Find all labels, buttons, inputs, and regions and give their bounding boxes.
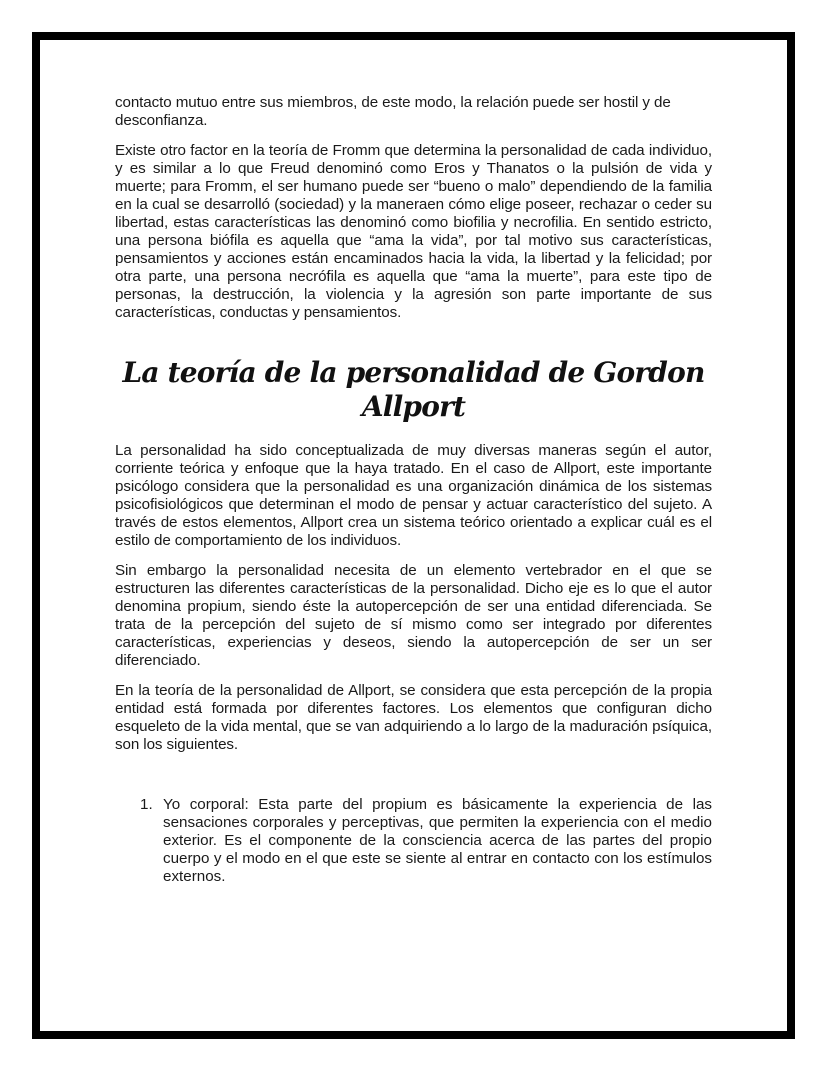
- paragraph-propium-factors: En la teoría de la personalidad de Allport, se considera que esta percepción de la propia entidad está formada por diferentes factores. Los elementos que configuran dicho esqueleto de la vida mental, que se van adquiriendo a lo largo de la maduración psíquica, son los siguientes.: [115, 682, 712, 753]
- propium-factors-list: [115, 796, 712, 886]
- paragraph-propium: Sin embargo la personalidad necesita de un elemento vertebrador en el que se estructuren las diferentes características de la personalidad. Dicho eje es lo que el autor denomina propium, siendo éste la autopercepción de ser una entidad diferenciada. Se trata de la percepción del sujeto de sí mismo como ser integrado por diferentes características, experiencias y deseos, siendo la autopercepción de ser un ser diferenciado.: [115, 562, 712, 669]
- list-item-number: 1.: [140, 796, 153, 813]
- paragraph-allport-personality-definition: La personalidad ha sido conceptualizada de muy diversas maneras según el autor, corriente teórica y enfoque que la haya tratado. En el caso de Allport, este importante psicólogo considera que la personalidad es una organización dinámica de los sistemas psicofisiológicos que determinan el modo de pensar y actuar característico del sujeto. A través de estos elementos, Allport crea un sistema teórico orientado a explicar cuál es el estilo de comportamiento de los individuos.: [115, 442, 712, 549]
- document-body: [115, 94, 712, 886]
- paragraph-fromm-biofilia-necrofilia: Existe otro factor en la teoría de Fromm que determina la personalidad de cada individuo, y es similar a lo que Freud denominó como Eros y Thanatos o la pulsión de vida y muerte; para Fromm, el ser humano puede ser “bueno o malo” dependiendo de la familia en la cual se desarrolló (sociedad) y la maneraen cómo elige poseer, rechazar o ceder su libertad, estas características las denominó como biofilia y necrofilia. En sentido estricto, una persona biófila es aquella que “ama la vida”, por tal motivo sus características, pensamientos y acciones están encaminados hacia la vida, la libertad y la felicidad; por otra parte, una persona necrófila es aquella que “ama la muerte”, para este tipo de personas, la destrucción, la violencia y la agresión son parte importante de sus características, conductas y pensamientos.: [115, 142, 712, 321]
- list-item: [115, 796, 712, 886]
- paragraph-continuation: contacto mutuo entre sus miembros, de este modo, la relación puede ser hostil y de desconfianza.: [115, 94, 671, 129]
- section-heading-allport: La teoría de la personalidad de Gordon Allport: [122, 356, 705, 423]
- list-item-text: Yo corporal: Esta parte del propium es básicamente la experiencia de las sensaciones corporales y perceptivas, que permiten la experiencia con el medio exterior. Es el componente de la consciencia acerca de las partes del propio cuerpo y el modo en el que este se siente al entrar en contacto con los estímulos externos.: [163, 796, 712, 885]
